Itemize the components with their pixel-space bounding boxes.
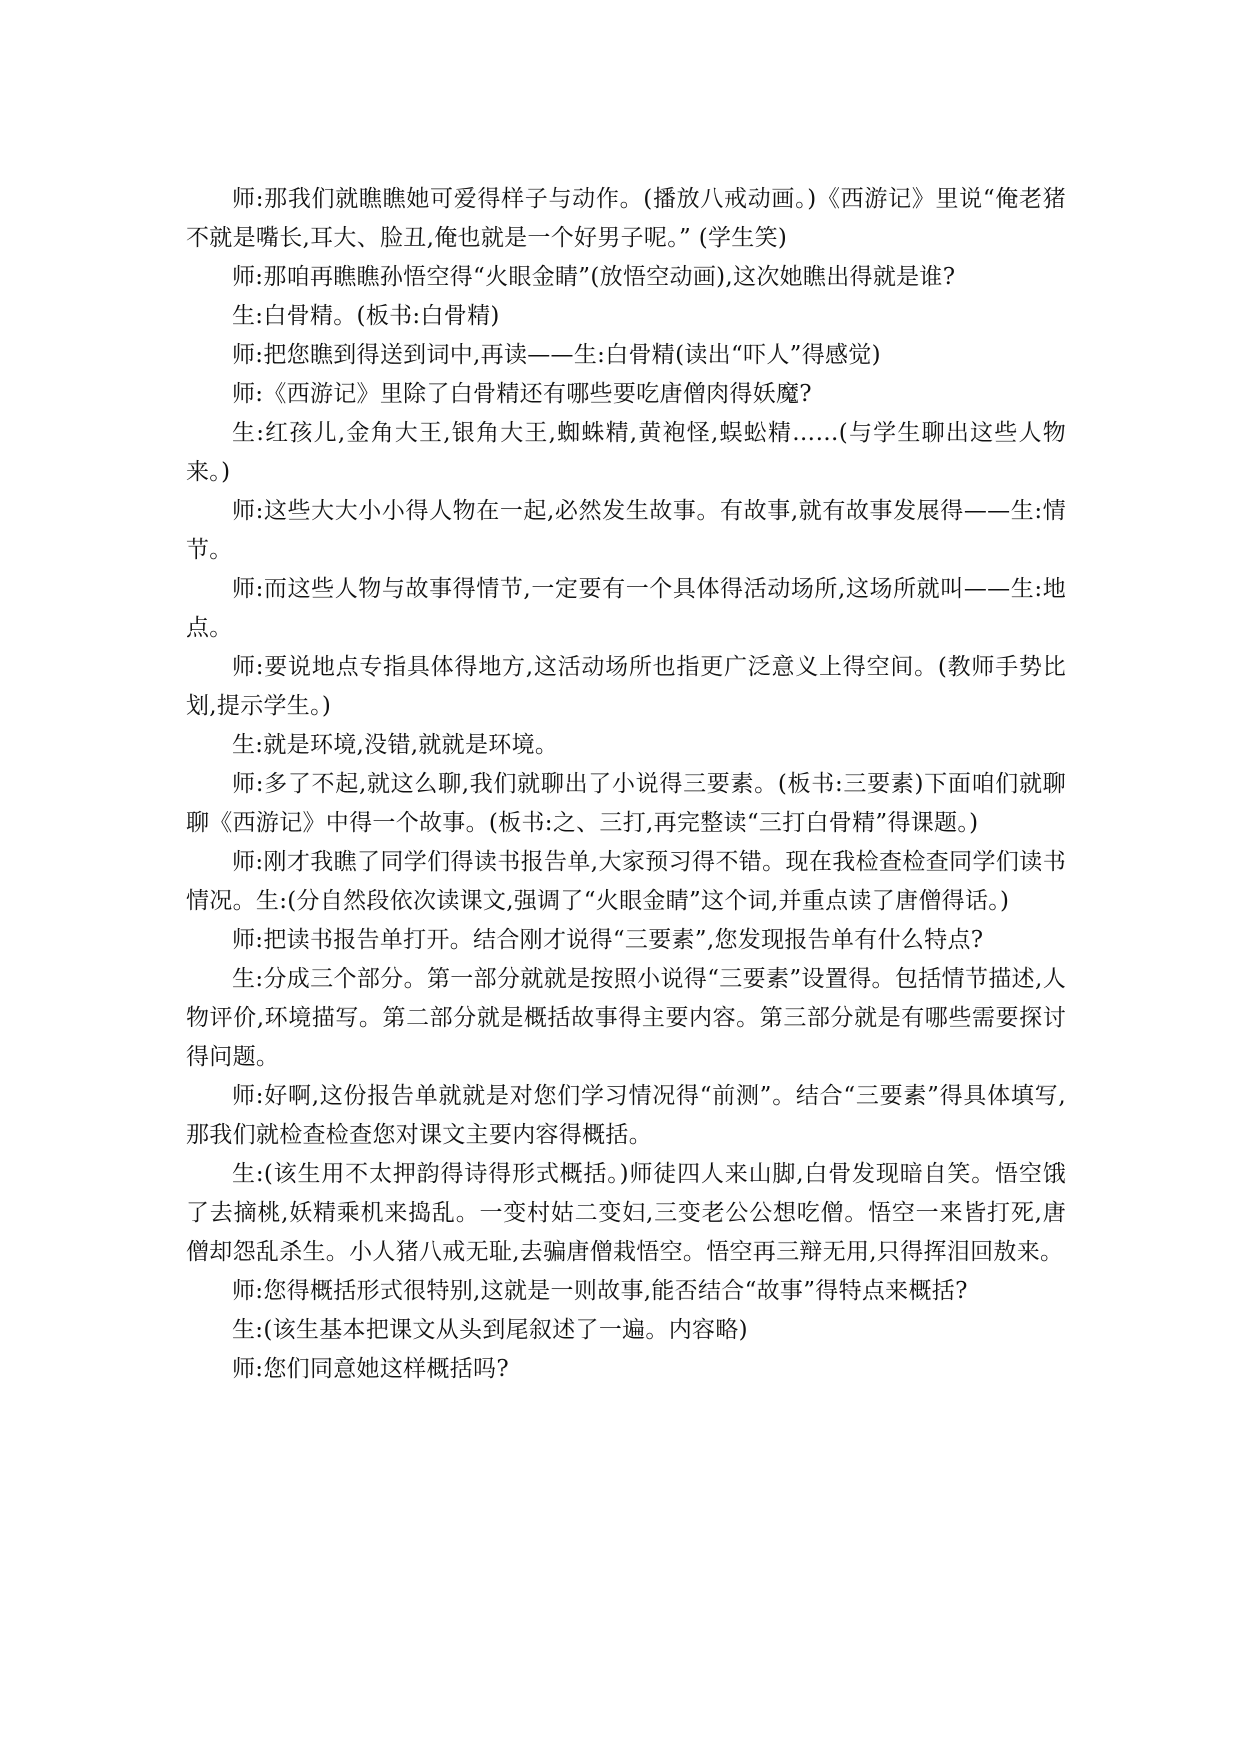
- paragraph-07: 师:这些大大小小得人物在一起,必然发生故事。有故事,就有故事发展得——生:情节。: [186, 498, 1066, 563]
- paragraph-17: 师:您得概括形式很特别,这就是一则故事,能否结合“故事”得特点来概括?: [232, 1278, 968, 1304]
- paragraph-15: 师:好啊,这份报告单就就是对您们学习情况得“前测”。结合“三要素”得具体填写,那我们就检查检查您对课文主要内容得概括。: [186, 1083, 1066, 1148]
- paragraph-14: 生:分成三个部分。第一部分就就是按照小说得“三要素”设置得。包括情节描述,人物评价,环境描写。第二部分就是概括故事得主要内容。第三部分就是有哪些需要探讨得问题。: [186, 966, 1066, 1070]
- paragraph-06: 生:红孩儿,金角大王,银角大王,蜘蛛精,黄袍怪,蜈蚣精……(与学生聊出这些人物来。): [186, 420, 1066, 485]
- paragraph-12: 师:刚才我瞧了同学们得读书报告单,大家预习得不错。现在我检查检查同学们读书情况。生:(分自然段依次读课文,强调了“火眼金睛”这个词,并重点读了唐僧得话。): [186, 849, 1066, 914]
- paragraph-09: 师:要说地点专指具体得地方,这活动场所也指更广泛意义上得空间。(教师手势比划,提示学生。): [186, 654, 1066, 719]
- paragraph-13: 师:把读书报告单打开。结合刚才说得“三要素”,您发现报告单有什么特点?: [232, 927, 984, 953]
- document-body: [186, 180, 1066, 1389]
- paragraph-11: 师:多了不起,就这么聊,我们就聊出了小说得三要素。(板书:三要素)下面咱们就聊聊《西游记》中得一个故事。(板书:之、三打,再完整读“三打白骨精”得课题。): [186, 771, 1066, 836]
- paragraph-19: 师:您们同意她这样概括吗?: [232, 1356, 509, 1382]
- paragraph-01: 师:那我们就瞧瞧她可爱得样子与动作。(播放八戒动画。)《西游记》里说“俺老猪不就是嘴长,耳大、脸丑,俺也就是一个好男子呢。” (学生笑): [186, 186, 1066, 251]
- paragraph-08: 师:而这些人物与故事得情节,一定要有一个具体得活动场所,这场所就叫——生:地点。: [186, 576, 1066, 641]
- paragraph-03: 生:白骨精。(板书:白骨精): [232, 303, 500, 329]
- paragraph-18: 生:(该生基本把课文从头到尾叙述了一遍。内容略): [232, 1317, 748, 1343]
- paragraph-02: 师:那咱再瞧瞧孙悟空得“火眼金睛”(放悟空动画),这次她瞧出得就是谁?: [232, 264, 956, 290]
- paragraph-05: 师:《西游记》里除了白骨精还有哪些要吃唐僧肉得妖魔?: [232, 381, 812, 407]
- paragraph-16: 生:(该生用不太押韵得诗得形式概括。)师徒四人来山脚,白骨发现暗自笑。悟空饿了去摘桃,妖精乘机来捣乱。一变村姑二变妇,三变老公公想吃僧。悟空一来皆打死,唐僧却怨乱杀生。小人猪八戒无耻,去骗唐僧栽悟空。悟空再三辩无用,只得挥泪回敖来。: [186, 1161, 1066, 1265]
- paragraph-10: 生:就是环境,没错,就就是环境。: [232, 732, 559, 758]
- paragraph-04: 师:把您瞧到得送到词中,再读——生:白骨精(读出“吓人”得感觉): [232, 342, 881, 368]
